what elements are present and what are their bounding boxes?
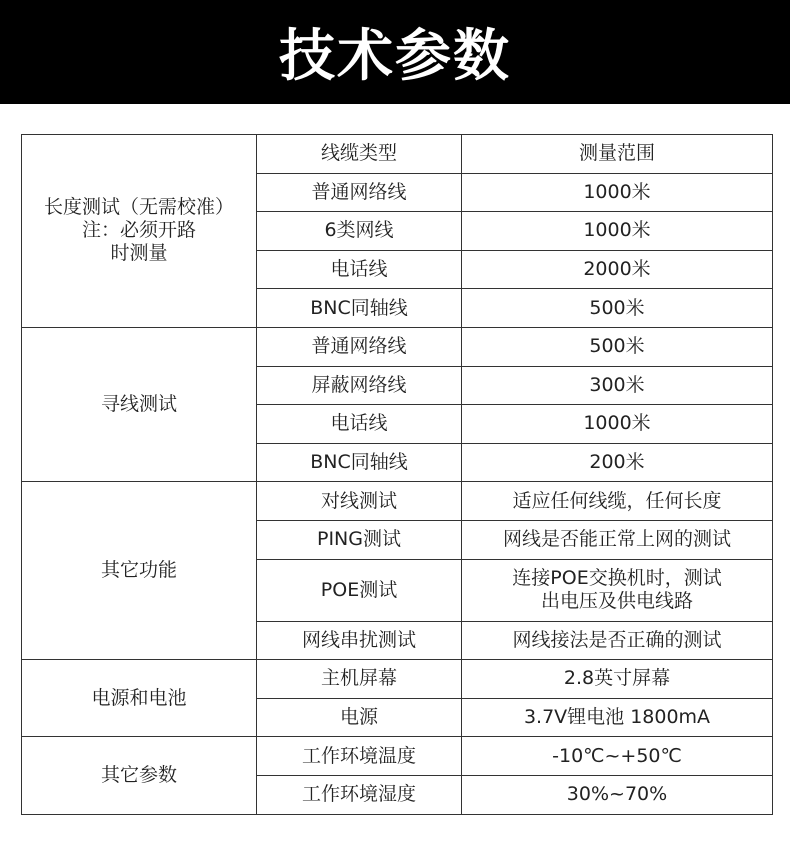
- value-cell: 3.7V锂电池 1800mA: [462, 698, 773, 737]
- value-cell: 300米: [462, 366, 773, 405]
- category-cell: 寻线测试: [22, 327, 257, 481]
- item-cell: BNC同轴线: [257, 289, 462, 328]
- item-cell: POE测试: [257, 559, 462, 621]
- item-cell: BNC同轴线: [257, 443, 462, 482]
- item-cell: 网线串扰测试: [257, 621, 462, 660]
- table-row: [22, 482, 773, 521]
- category-cell: 长度测试（无需校准） 注：必须开路 时测量: [22, 135, 257, 328]
- value-cell: 网线接法是否正确的测试: [462, 621, 773, 660]
- item-cell: 工作环境湿度: [257, 775, 462, 814]
- spec-table: [21, 134, 773, 815]
- item-cell: 线缆类型: [257, 135, 462, 174]
- table-row: [22, 660, 773, 699]
- item-cell: 普通网络线: [257, 173, 462, 212]
- value-cell: 连接POE交换机时，测试 出电压及供电线路: [462, 559, 773, 621]
- value-cell: 2000米: [462, 250, 773, 289]
- category-cell: 其它参数: [22, 737, 257, 814]
- value-cell: 测量范围: [462, 135, 773, 174]
- page-title: 技术参数: [279, 24, 511, 89]
- table-row: [22, 135, 773, 174]
- item-cell: 主机屏幕: [257, 660, 462, 699]
- value-cell: 200米: [462, 443, 773, 482]
- value-cell: 2.8英寸屏幕: [462, 660, 773, 699]
- value-cell: 500米: [462, 289, 773, 328]
- item-cell: PING测试: [257, 520, 462, 559]
- item-cell: 对线测试: [257, 482, 462, 521]
- value-cell: 30%~70%: [462, 775, 773, 814]
- table-row: [22, 737, 773, 776]
- category-cell: 电源和电池: [22, 660, 257, 737]
- item-cell: 电源: [257, 698, 462, 737]
- item-cell: 电话线: [257, 250, 462, 289]
- item-cell: 屏蔽网络线: [257, 366, 462, 405]
- value-cell: 网线是否能正常上网的测试: [462, 520, 773, 559]
- value-cell: 500米: [462, 327, 773, 366]
- value-cell: -10℃~+50℃: [462, 737, 773, 776]
- item-cell: 工作环境温度: [257, 737, 462, 776]
- value-cell: 1000米: [462, 173, 773, 212]
- value-cell: 1000米: [462, 212, 773, 251]
- item-cell: 电话线: [257, 405, 462, 444]
- category-cell: 其它功能: [22, 482, 257, 660]
- title-banner: [0, 0, 790, 104]
- table-row: [22, 327, 773, 366]
- value-cell: 1000米: [462, 405, 773, 444]
- value-cell: 适应任何线缆，任何长度: [462, 482, 773, 521]
- item-cell: 普通网络线: [257, 327, 462, 366]
- item-cell: 6类网线: [257, 212, 462, 251]
